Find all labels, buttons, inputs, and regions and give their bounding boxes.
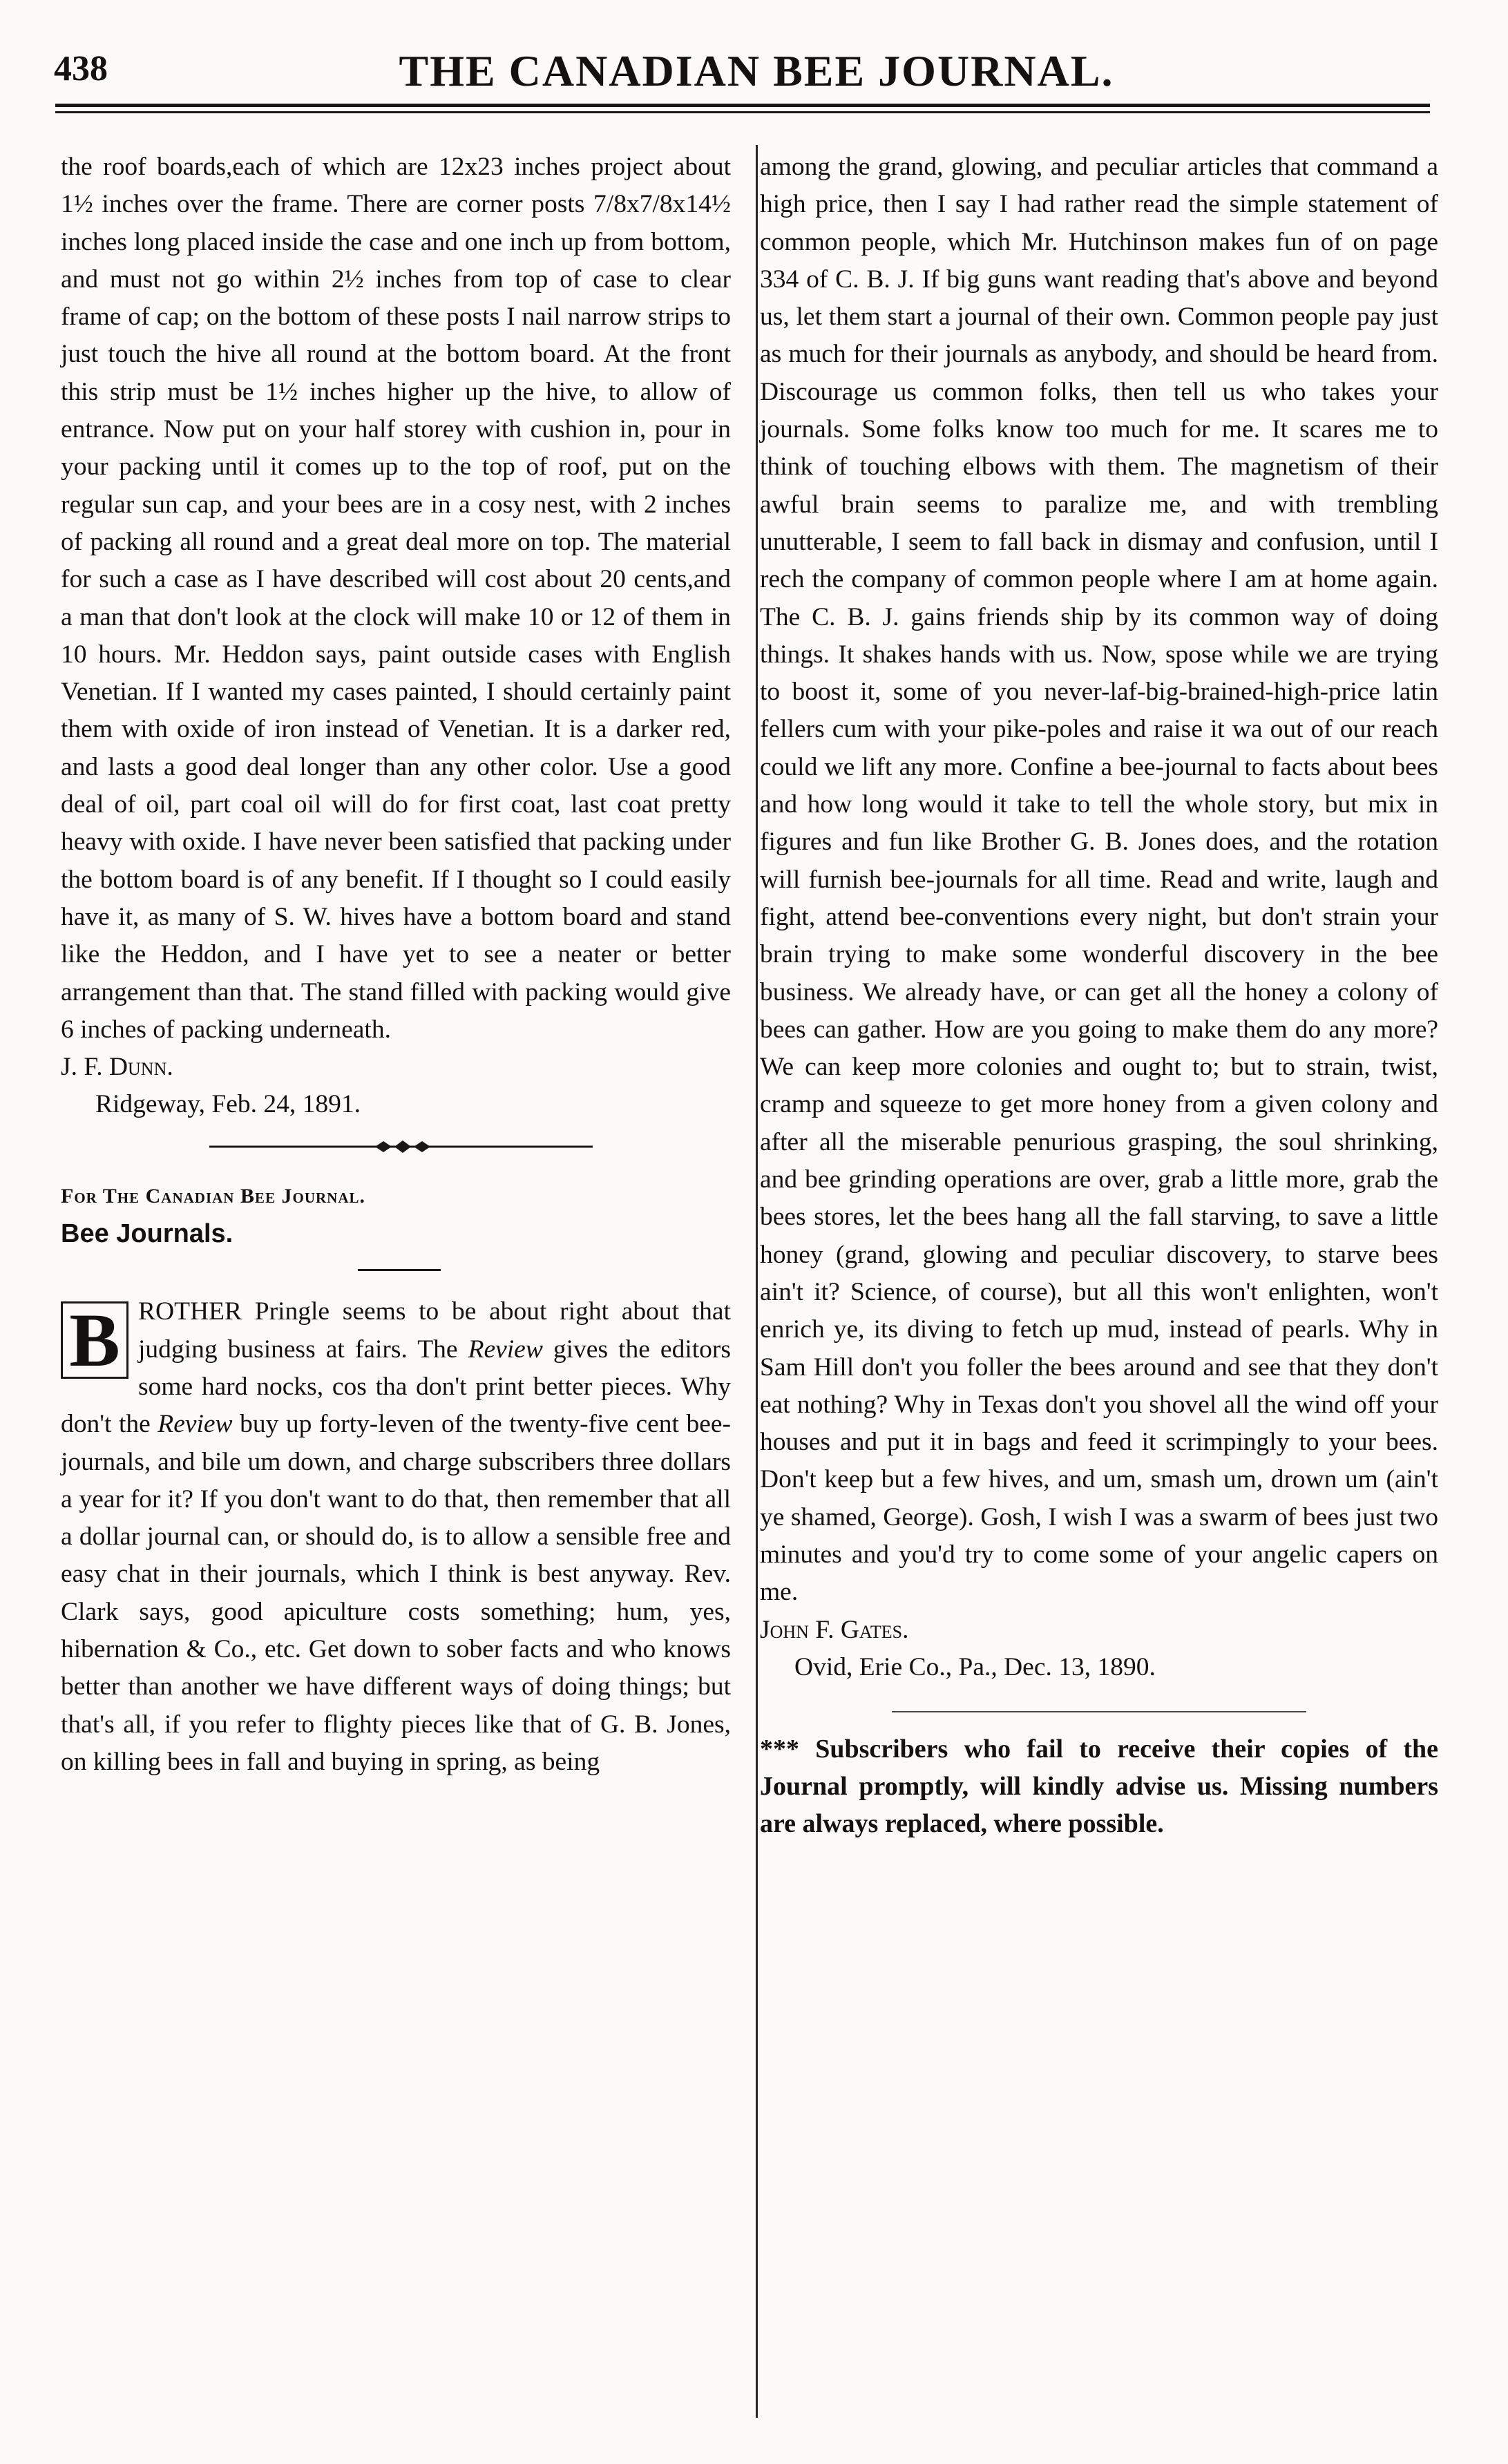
review-title-1: Review (468, 1335, 543, 1364)
page-number: 438 (54, 49, 108, 88)
running-head (48, 43, 1464, 105)
section-ornament (209, 1136, 593, 1157)
dunn-signature: J. F. Dunn. (61, 1053, 173, 1082)
header-rule-thick (55, 104, 1430, 107)
subscriber-notice: *** Subscribers who fail to receive their copies of the Journal promptly, will kindly advise us. Missing numbers are always replaced, where possible. (760, 1735, 1438, 1839)
article-title: Bee Journals. (61, 1219, 233, 1249)
header-rule-thin (55, 111, 1430, 113)
bee-journals-text-c: buy up forty-leven of the twenty-five cent bee-journals, and bile um down, and charge subscribers three dollars a year for it? If you don't want to do that, then remember that all a dollar journal can, or should do, is to allow a sensible free and easy chat in their journals, which I think is best anyway. Rev. Clark says, good apiculture costs something; hum, yes, hibernation & Co., etc. Get down to sober facts and who knows better than another we have different ways of doing things; but that's all, if you refer to flighty pieces like that of G. B. Jones, on killing bees in fall and buying in spring, as being (61, 1410, 731, 1776)
drop-cap: B (61, 1301, 128, 1379)
journal-title: THE CANADIAN BEE JOURNAL. (399, 46, 1114, 95)
bee-journals-text (61, 1293, 731, 1781)
dunn-dateline: Ridgeway, Feb. 24, 1891. (95, 1090, 361, 1119)
left-column (61, 149, 731, 1781)
gates-letter-text: among the grand, glowing, and peculiar articles that command a high price, then I say I had rather read the simple statement of common people, which Mr. Hutchinson makes fun of on page 334 of C. B. J. If big guns want reading that's above and beyond us, let them start a journal of their own. Common people pay just as much for their journals as anybody, and should be heard from. Discourage us common folks, then tell us who takes your journals. Some folks know too much for me. It scares me to think of touching elbows with them. The magnetism of their awful brain seems to paralize me, and with trembling unutterable, I seem to fall back in dismay and confusion, until I rech the company of common people where I am at home again. The C. B. J. gains friends ship by its common way of doing things. It shakes hands with us. Now, spose while we are trying to boost it, some of you never-laf-big-brained-high-price latin fellers cum with your pike-poles and raise it wa out of our reach could we lift any more. Confine a bee-journal to facts about bees and how long would it take to tell the whole story, but mix in figures and fun like Brother G. B. Jones does, and the rotation will furnish bee-journals for all time. Read and write, laugh and fight, attend bee-conventions every night, but don't strain your brain trying to make some wonderful discovery in the bee business. We already have, or can get all the honey a colony of bees can gather. How are you going to make them do any more? We can keep more colonies and ought to; but to strain, twist, cramp and squeeze to get more honey from a given colony and after all the miserable penurious grasping, the soul shrinking, and bee grinding operations are over, grab a little more, grab the bees stores, let the bees hang all the fall starving, to save a little honey (grand, glowing and peculiar discovery, to starve bees ain't it? Science, of course), but all this won't enlighten, won't enrich ye, its diving to fetch up mud, instead of pearls. Why in Sam Hill don't you foller the bees around and see that they don't eat nothing? Why in Texas don't you shovel all the wind off your houses and put it in bags and feed it scrimpingly to your bees. Don't keep but a few hives, and um, smash um, drown um (ain't ye shamed, George). Gosh, I wish I was a swarm of bees just two minutes and you'd try to come some of your angelic capers on me. (760, 153, 1438, 1607)
bee-journals-text-b: gives the editors some hard nocks, cos tha don't print better pieces. Why don't the (61, 1335, 731, 1439)
gates-dateline: Ovid, Erie Co., Pa., Dec. 13, 1890. (794, 1652, 1156, 1681)
review-title-2: Review (158, 1410, 233, 1439)
gates-signature: John F. Gates. (760, 1615, 909, 1644)
title-rule (358, 1269, 441, 1271)
column-divider (756, 145, 758, 2418)
bee-journals-text-a: ROTHER Pringle seems to be about right about that judging business at fairs. The (138, 1297, 731, 1364)
notice-rule (892, 1711, 1306, 1712)
department-line: For The Canadian Bee Journal. (61, 1184, 365, 1207)
right-column (760, 149, 1438, 1842)
dunn-letter-text: the roof boards,each of which are 12x23 inches project about 1½ inches over the frame. There are corner posts 7/8x7/8x14½ inches long placed inside the case and one inch up from bottom, and must not go within 2½ inches from top of case to clear frame of cap; on the bottom of these posts I nail narrow strips to just touch the hive all round at the bottom board. At the front this strip must be 1½ inches higher up the hive, to allow of entrance. Now put on your half storey with cushion in, pour in your packing until it comes up to the top of roof, put on the regular sun cap, and your bees are in a cosy nest, with 2 inches of packing all round and a great deal more on top. The material for such a case as I have described will cost about 20 cents,and a man that don't look at the clock will make 10 or 12 of them in 10 hours. Mr. Heddon says, paint outside cases with English Venetian. If I wanted my cases painted, I should certainly paint them with oxide of iron instead of Venetian. It is a darker red, and lasts a good deal longer than any other color. Use a good deal of oil, part coal oil will do for first coat, last coat pretty heavy with oxide. I have never been satisfied that packing under the bottom board is of any benefit. If I thought so I could easily have it, as many of S. W. hives have a bottom board and stand like the Heddon, and I have yet to see a neater or better arrangement than that. The stand filled with packing would give 6 inches of packing underneath. (61, 153, 731, 1044)
